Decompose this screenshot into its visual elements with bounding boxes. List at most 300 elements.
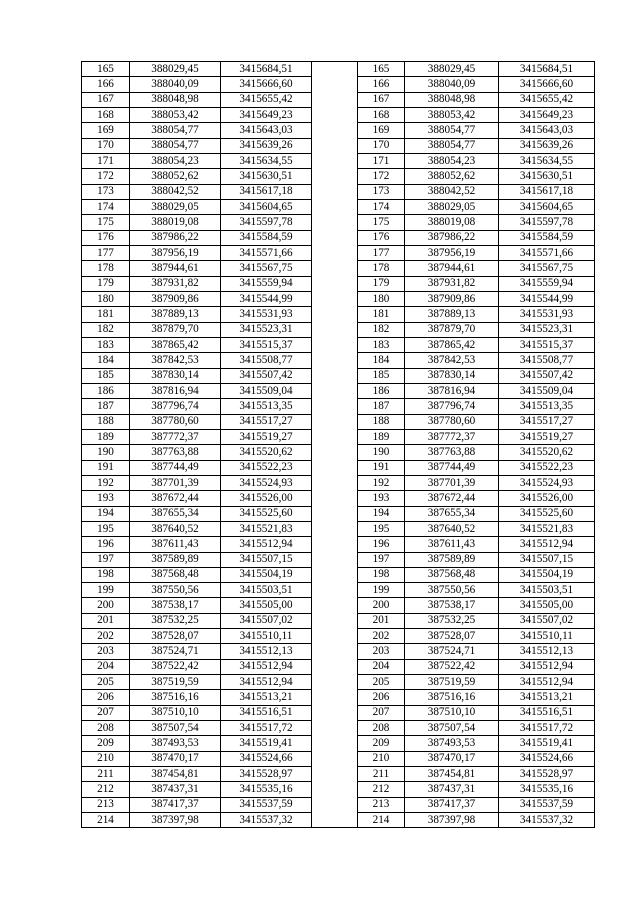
right-x-coordinate-cell: 387763,88 xyxy=(405,445,499,460)
left-y-coordinate-cell: 3415531,93 xyxy=(221,307,312,322)
right-point-number-cell: 175 xyxy=(358,215,405,230)
table-row xyxy=(82,261,595,276)
table-row xyxy=(82,552,595,567)
right-y-coordinate-cell: 3415604,65 xyxy=(499,199,595,214)
left-y-coordinate-cell: 3415504,19 xyxy=(221,567,312,582)
right-point-number-cell: 193 xyxy=(358,491,405,506)
right-y-coordinate-cell: 3415684,51 xyxy=(499,62,595,77)
table-row xyxy=(82,475,595,490)
left-x-coordinate-cell: 387516,16 xyxy=(130,690,221,705)
table-row xyxy=(82,414,595,429)
left-y-coordinate-cell: 3415515,37 xyxy=(221,337,312,352)
left-x-coordinate-cell: 387986,22 xyxy=(130,230,221,245)
left-y-coordinate-cell: 3415519,27 xyxy=(221,429,312,444)
left-x-coordinate-cell: 387796,74 xyxy=(130,399,221,414)
right-y-coordinate-cell: 3415559,94 xyxy=(499,276,595,291)
right-y-coordinate-cell: 3415567,75 xyxy=(499,261,595,276)
right-y-coordinate-cell: 3415516,51 xyxy=(499,705,595,720)
right-x-coordinate-cell: 388048,98 xyxy=(405,92,499,107)
right-x-coordinate-cell: 387655,34 xyxy=(405,506,499,521)
right-y-coordinate-cell: 3415526,00 xyxy=(499,491,595,506)
right-x-coordinate-cell: 387524,71 xyxy=(405,644,499,659)
right-x-coordinate-cell: 387909,86 xyxy=(405,291,499,306)
column-gap xyxy=(312,721,358,736)
right-x-coordinate-cell: 388054,23 xyxy=(405,153,499,168)
right-x-coordinate-cell: 387830,14 xyxy=(405,368,499,383)
right-y-coordinate-cell: 3415508,77 xyxy=(499,353,595,368)
left-x-coordinate-cell: 388042,52 xyxy=(130,184,221,199)
left-point-number-cell: 168 xyxy=(82,107,130,122)
left-x-coordinate-cell: 387780,60 xyxy=(130,414,221,429)
left-y-coordinate-cell: 3415517,27 xyxy=(221,414,312,429)
table-row xyxy=(82,291,595,306)
right-point-number-cell: 212 xyxy=(358,782,405,797)
right-y-coordinate-cell: 3415512,94 xyxy=(499,537,595,552)
left-x-coordinate-cell: 387397,98 xyxy=(130,813,221,828)
right-y-coordinate-cell: 3415544,99 xyxy=(499,291,595,306)
column-gap xyxy=(312,598,358,613)
left-y-coordinate-cell: 3415537,32 xyxy=(221,813,312,828)
right-x-coordinate-cell: 387528,07 xyxy=(405,629,499,644)
table-row xyxy=(82,199,595,214)
left-x-coordinate-cell: 387454,81 xyxy=(130,767,221,782)
left-point-number-cell: 167 xyxy=(82,92,130,107)
left-y-coordinate-cell: 3415509,04 xyxy=(221,383,312,398)
right-point-number-cell: 165 xyxy=(358,62,405,77)
right-point-number-cell: 210 xyxy=(358,751,405,766)
column-gap xyxy=(312,245,358,260)
left-x-coordinate-cell: 387672,44 xyxy=(130,491,221,506)
left-point-number-cell: 212 xyxy=(82,782,130,797)
left-x-coordinate-cell: 387550,56 xyxy=(130,583,221,598)
column-gap xyxy=(312,475,358,490)
left-y-coordinate-cell: 3415519,41 xyxy=(221,736,312,751)
right-y-coordinate-cell: 3415513,21 xyxy=(499,690,595,705)
left-point-number-cell: 202 xyxy=(82,629,130,644)
right-point-number-cell: 191 xyxy=(358,460,405,475)
right-point-number-cell: 190 xyxy=(358,445,405,460)
left-x-coordinate-cell: 387640,52 xyxy=(130,521,221,536)
right-point-number-cell: 168 xyxy=(358,107,405,122)
right-y-coordinate-cell: 3415643,03 xyxy=(499,123,595,138)
left-point-number-cell: 175 xyxy=(82,215,130,230)
left-point-number-cell: 185 xyxy=(82,368,130,383)
left-point-number-cell: 208 xyxy=(82,721,130,736)
right-y-coordinate-cell: 3415519,27 xyxy=(499,429,595,444)
left-x-coordinate-cell: 387744,49 xyxy=(130,460,221,475)
right-y-coordinate-cell: 3415509,04 xyxy=(499,383,595,398)
right-x-coordinate-cell: 387611,43 xyxy=(405,537,499,552)
right-x-coordinate-cell: 387522,42 xyxy=(405,659,499,674)
column-gap xyxy=(312,797,358,812)
left-point-number-cell: 203 xyxy=(82,644,130,659)
right-y-coordinate-cell: 3415504,19 xyxy=(499,567,595,582)
left-point-number-cell: 170 xyxy=(82,138,130,153)
left-x-coordinate-cell: 387865,42 xyxy=(130,337,221,352)
left-point-number-cell: 166 xyxy=(82,77,130,92)
right-point-number-cell: 178 xyxy=(358,261,405,276)
left-y-coordinate-cell: 3415544,99 xyxy=(221,291,312,306)
right-y-coordinate-cell: 3415525,60 xyxy=(499,506,595,521)
table-row xyxy=(82,245,595,260)
right-point-number-cell: 182 xyxy=(358,322,405,337)
right-x-coordinate-cell: 388029,45 xyxy=(405,62,499,77)
left-y-coordinate-cell: 3415512,13 xyxy=(221,644,312,659)
left-x-coordinate-cell: 388048,98 xyxy=(130,92,221,107)
right-point-number-cell: 167 xyxy=(358,92,405,107)
left-point-number-cell: 195 xyxy=(82,521,130,536)
left-x-coordinate-cell: 387507,54 xyxy=(130,721,221,736)
right-y-coordinate-cell: 3415512,13 xyxy=(499,644,595,659)
left-y-coordinate-cell: 3415571,66 xyxy=(221,245,312,260)
left-x-coordinate-cell: 387655,34 xyxy=(130,506,221,521)
left-point-number-cell: 173 xyxy=(82,184,130,199)
table-row xyxy=(82,767,595,782)
left-x-coordinate-cell: 388029,05 xyxy=(130,199,221,214)
left-y-coordinate-cell: 3415567,75 xyxy=(221,261,312,276)
table-row xyxy=(82,77,595,92)
right-x-coordinate-cell: 388054,77 xyxy=(405,123,499,138)
left-point-number-cell: 183 xyxy=(82,337,130,352)
right-point-number-cell: 185 xyxy=(358,368,405,383)
right-x-coordinate-cell: 387944,61 xyxy=(405,261,499,276)
column-gap xyxy=(312,506,358,521)
right-point-number-cell: 200 xyxy=(358,598,405,613)
right-point-number-cell: 187 xyxy=(358,399,405,414)
column-gap xyxy=(312,169,358,184)
left-point-number-cell: 207 xyxy=(82,705,130,720)
table-row xyxy=(82,583,595,598)
left-y-coordinate-cell: 3415666,60 xyxy=(221,77,312,92)
right-y-coordinate-cell: 3415512,94 xyxy=(499,675,595,690)
table-row xyxy=(82,567,595,582)
right-x-coordinate-cell: 387437,31 xyxy=(405,782,499,797)
right-point-number-cell: 214 xyxy=(358,813,405,828)
right-x-coordinate-cell: 388052,62 xyxy=(405,169,499,184)
column-gap xyxy=(312,62,358,77)
left-point-number-cell: 209 xyxy=(82,736,130,751)
left-y-coordinate-cell: 3415512,94 xyxy=(221,675,312,690)
right-x-coordinate-cell: 387640,52 xyxy=(405,521,499,536)
right-point-number-cell: 205 xyxy=(358,675,405,690)
right-x-coordinate-cell: 387538,17 xyxy=(405,598,499,613)
column-gap xyxy=(312,659,358,674)
right-y-coordinate-cell: 3415524,66 xyxy=(499,751,595,766)
table-row xyxy=(82,92,595,107)
table-row xyxy=(82,797,595,812)
left-point-number-cell: 206 xyxy=(82,690,130,705)
right-y-coordinate-cell: 3415519,41 xyxy=(499,736,595,751)
column-gap xyxy=(312,537,358,552)
right-y-coordinate-cell: 3415617,18 xyxy=(499,184,595,199)
right-x-coordinate-cell: 387865,42 xyxy=(405,337,499,352)
left-y-coordinate-cell: 3415503,51 xyxy=(221,583,312,598)
left-x-coordinate-cell: 387568,48 xyxy=(130,567,221,582)
left-point-number-cell: 198 xyxy=(82,567,130,582)
column-gap xyxy=(312,215,358,230)
right-x-coordinate-cell: 387507,54 xyxy=(405,721,499,736)
left-y-coordinate-cell: 3415517,72 xyxy=(221,721,312,736)
table-row xyxy=(82,721,595,736)
right-y-coordinate-cell: 3415517,27 xyxy=(499,414,595,429)
column-gap xyxy=(312,399,358,414)
table-row xyxy=(82,598,595,613)
column-gap xyxy=(312,77,358,92)
left-point-number-cell: 204 xyxy=(82,659,130,674)
table-row xyxy=(82,307,595,322)
coordinate-table xyxy=(81,61,595,828)
table-row xyxy=(82,276,595,291)
table-row xyxy=(82,705,595,720)
table-row xyxy=(82,353,595,368)
right-point-number-cell: 203 xyxy=(358,644,405,659)
left-x-coordinate-cell: 387842,53 xyxy=(130,353,221,368)
right-x-coordinate-cell: 387701,39 xyxy=(405,475,499,490)
column-gap xyxy=(312,705,358,720)
column-gap xyxy=(312,567,358,582)
column-gap xyxy=(312,123,358,138)
right-point-number-cell: 173 xyxy=(358,184,405,199)
right-point-number-cell: 208 xyxy=(358,721,405,736)
table-row xyxy=(82,736,595,751)
right-x-coordinate-cell: 388029,05 xyxy=(405,199,499,214)
column-gap xyxy=(312,491,358,506)
table-row xyxy=(82,230,595,245)
right-x-coordinate-cell: 387470,17 xyxy=(405,751,499,766)
left-point-number-cell: 200 xyxy=(82,598,130,613)
left-y-coordinate-cell: 3415507,02 xyxy=(221,613,312,628)
right-x-coordinate-cell: 387772,37 xyxy=(405,429,499,444)
left-x-coordinate-cell: 387879,70 xyxy=(130,322,221,337)
left-point-number-cell: 210 xyxy=(82,751,130,766)
column-gap xyxy=(312,276,358,291)
right-point-number-cell: 176 xyxy=(358,230,405,245)
left-point-number-cell: 196 xyxy=(82,537,130,552)
table-row xyxy=(82,491,595,506)
left-point-number-cell: 192 xyxy=(82,475,130,490)
table-row xyxy=(82,644,595,659)
right-point-number-cell: 186 xyxy=(358,383,405,398)
left-x-coordinate-cell: 387772,37 xyxy=(130,429,221,444)
column-gap xyxy=(312,460,358,475)
right-x-coordinate-cell: 387956,19 xyxy=(405,245,499,260)
left-y-coordinate-cell: 3415513,35 xyxy=(221,399,312,414)
right-x-coordinate-cell: 387568,48 xyxy=(405,567,499,582)
right-point-number-cell: 194 xyxy=(358,506,405,521)
right-y-coordinate-cell: 3415503,51 xyxy=(499,583,595,598)
left-point-number-cell: 199 xyxy=(82,583,130,598)
right-x-coordinate-cell: 387780,60 xyxy=(405,414,499,429)
left-x-coordinate-cell: 387909,86 xyxy=(130,291,221,306)
left-x-coordinate-cell: 387611,43 xyxy=(130,537,221,552)
left-y-coordinate-cell: 3415604,65 xyxy=(221,199,312,214)
column-gap xyxy=(312,445,358,460)
left-point-number-cell: 182 xyxy=(82,322,130,337)
right-y-coordinate-cell: 3415634,55 xyxy=(499,153,595,168)
right-y-coordinate-cell: 3415537,32 xyxy=(499,813,595,828)
table-row xyxy=(82,629,595,644)
column-gap xyxy=(312,675,358,690)
coordinate-table-body xyxy=(82,62,595,828)
right-y-coordinate-cell: 3415520,62 xyxy=(499,445,595,460)
right-y-coordinate-cell: 3415510,11 xyxy=(499,629,595,644)
left-y-coordinate-cell: 3415634,55 xyxy=(221,153,312,168)
right-y-coordinate-cell: 3415521,83 xyxy=(499,521,595,536)
left-point-number-cell: 193 xyxy=(82,491,130,506)
left-x-coordinate-cell: 388054,77 xyxy=(130,123,221,138)
left-y-coordinate-cell: 3415649,23 xyxy=(221,107,312,122)
right-y-coordinate-cell: 3415507,15 xyxy=(499,552,595,567)
left-y-coordinate-cell: 3415597,78 xyxy=(221,215,312,230)
left-y-coordinate-cell: 3415505,00 xyxy=(221,598,312,613)
left-point-number-cell: 184 xyxy=(82,353,130,368)
table-row xyxy=(82,184,595,199)
left-x-coordinate-cell: 387437,31 xyxy=(130,782,221,797)
right-point-number-cell: 197 xyxy=(358,552,405,567)
table-row xyxy=(82,690,595,705)
left-y-coordinate-cell: 3415512,94 xyxy=(221,659,312,674)
left-point-number-cell: 178 xyxy=(82,261,130,276)
left-y-coordinate-cell: 3415516,51 xyxy=(221,705,312,720)
column-gap xyxy=(312,337,358,352)
left-point-number-cell: 191 xyxy=(82,460,130,475)
right-x-coordinate-cell: 387417,37 xyxy=(405,797,499,812)
right-x-coordinate-cell: 387931,82 xyxy=(405,276,499,291)
right-x-coordinate-cell: 387510,10 xyxy=(405,705,499,720)
left-x-coordinate-cell: 388053,42 xyxy=(130,107,221,122)
left-x-coordinate-cell: 387519,59 xyxy=(130,675,221,690)
column-gap xyxy=(312,322,358,337)
table-row xyxy=(82,215,595,230)
left-x-coordinate-cell: 388054,23 xyxy=(130,153,221,168)
column-gap xyxy=(312,751,358,766)
right-point-number-cell: 189 xyxy=(358,429,405,444)
right-x-coordinate-cell: 387879,70 xyxy=(405,322,499,337)
table-row xyxy=(82,107,595,122)
table-row xyxy=(82,383,595,398)
column-gap xyxy=(312,414,358,429)
right-x-coordinate-cell: 388054,77 xyxy=(405,138,499,153)
left-y-coordinate-cell: 3415508,77 xyxy=(221,353,312,368)
right-point-number-cell: 184 xyxy=(358,353,405,368)
right-y-coordinate-cell: 3415666,60 xyxy=(499,77,595,92)
column-gap xyxy=(312,199,358,214)
right-point-number-cell: 166 xyxy=(358,77,405,92)
right-point-number-cell: 195 xyxy=(358,521,405,536)
left-x-coordinate-cell: 388019,08 xyxy=(130,215,221,230)
left-x-coordinate-cell: 387538,17 xyxy=(130,598,221,613)
right-point-number-cell: 177 xyxy=(358,245,405,260)
left-y-coordinate-cell: 3415639,26 xyxy=(221,138,312,153)
right-x-coordinate-cell: 387672,44 xyxy=(405,491,499,506)
right-x-coordinate-cell: 387532,25 xyxy=(405,613,499,628)
left-y-coordinate-cell: 3415522,23 xyxy=(221,460,312,475)
left-point-number-cell: 169 xyxy=(82,123,130,138)
right-x-coordinate-cell: 387744,49 xyxy=(405,460,499,475)
left-point-number-cell: 171 xyxy=(82,153,130,168)
right-point-number-cell: 188 xyxy=(358,414,405,429)
left-y-coordinate-cell: 3415520,62 xyxy=(221,445,312,460)
left-y-coordinate-cell: 3415537,59 xyxy=(221,797,312,812)
right-point-number-cell: 171 xyxy=(358,153,405,168)
column-gap xyxy=(312,767,358,782)
right-x-coordinate-cell: 387796,74 xyxy=(405,399,499,414)
right-point-number-cell: 198 xyxy=(358,567,405,582)
right-point-number-cell: 202 xyxy=(358,629,405,644)
table-row xyxy=(82,62,595,77)
left-point-number-cell: 181 xyxy=(82,307,130,322)
left-y-coordinate-cell: 3415513,21 xyxy=(221,690,312,705)
right-x-coordinate-cell: 387550,56 xyxy=(405,583,499,598)
right-point-number-cell: 181 xyxy=(358,307,405,322)
column-gap xyxy=(312,153,358,168)
table-row xyxy=(82,429,595,444)
column-gap xyxy=(312,629,358,644)
right-x-coordinate-cell: 387397,98 xyxy=(405,813,499,828)
right-x-coordinate-cell: 387986,22 xyxy=(405,230,499,245)
right-y-coordinate-cell: 3415512,94 xyxy=(499,659,595,674)
right-y-coordinate-cell: 3415505,00 xyxy=(499,598,595,613)
right-point-number-cell: 199 xyxy=(358,583,405,598)
left-x-coordinate-cell: 387524,71 xyxy=(130,644,221,659)
right-x-coordinate-cell: 387454,81 xyxy=(405,767,499,782)
table-row xyxy=(82,782,595,797)
left-point-number-cell: 211 xyxy=(82,767,130,782)
column-gap xyxy=(312,690,358,705)
column-gap xyxy=(312,736,358,751)
right-point-number-cell: 183 xyxy=(358,337,405,352)
left-point-number-cell: 189 xyxy=(82,429,130,444)
right-point-number-cell: 169 xyxy=(358,123,405,138)
right-y-coordinate-cell: 3415523,31 xyxy=(499,322,595,337)
right-y-coordinate-cell: 3415630,51 xyxy=(499,169,595,184)
left-x-coordinate-cell: 387528,07 xyxy=(130,629,221,644)
right-x-coordinate-cell: 388019,08 xyxy=(405,215,499,230)
table-row xyxy=(82,659,595,674)
left-point-number-cell: 187 xyxy=(82,399,130,414)
column-gap xyxy=(312,521,358,536)
right-point-number-cell: 211 xyxy=(358,767,405,782)
left-x-coordinate-cell: 388040,09 xyxy=(130,77,221,92)
left-y-coordinate-cell: 3415510,11 xyxy=(221,629,312,644)
left-y-coordinate-cell: 3415507,42 xyxy=(221,368,312,383)
left-x-coordinate-cell: 387956,19 xyxy=(130,245,221,260)
right-y-coordinate-cell: 3415515,37 xyxy=(499,337,595,352)
column-gap xyxy=(312,138,358,153)
table-row xyxy=(82,123,595,138)
column-gap xyxy=(312,291,358,306)
left-y-coordinate-cell: 3415525,60 xyxy=(221,506,312,521)
right-y-coordinate-cell: 3415528,97 xyxy=(499,767,595,782)
column-gap xyxy=(312,353,358,368)
left-x-coordinate-cell: 387944,61 xyxy=(130,261,221,276)
right-y-coordinate-cell: 3415507,42 xyxy=(499,368,595,383)
column-gap xyxy=(312,383,358,398)
column-gap xyxy=(312,644,358,659)
column-gap xyxy=(312,813,358,828)
right-x-coordinate-cell: 387589,89 xyxy=(405,552,499,567)
left-x-coordinate-cell: 387510,10 xyxy=(130,705,221,720)
left-y-coordinate-cell: 3415528,97 xyxy=(221,767,312,782)
left-x-coordinate-cell: 388052,62 xyxy=(130,169,221,184)
column-gap xyxy=(312,92,358,107)
right-y-coordinate-cell: 3415571,66 xyxy=(499,245,595,260)
right-point-number-cell: 209 xyxy=(358,736,405,751)
left-point-number-cell: 179 xyxy=(82,276,130,291)
left-point-number-cell: 214 xyxy=(82,813,130,828)
right-x-coordinate-cell: 387519,59 xyxy=(405,675,499,690)
right-point-number-cell: 174 xyxy=(358,199,405,214)
